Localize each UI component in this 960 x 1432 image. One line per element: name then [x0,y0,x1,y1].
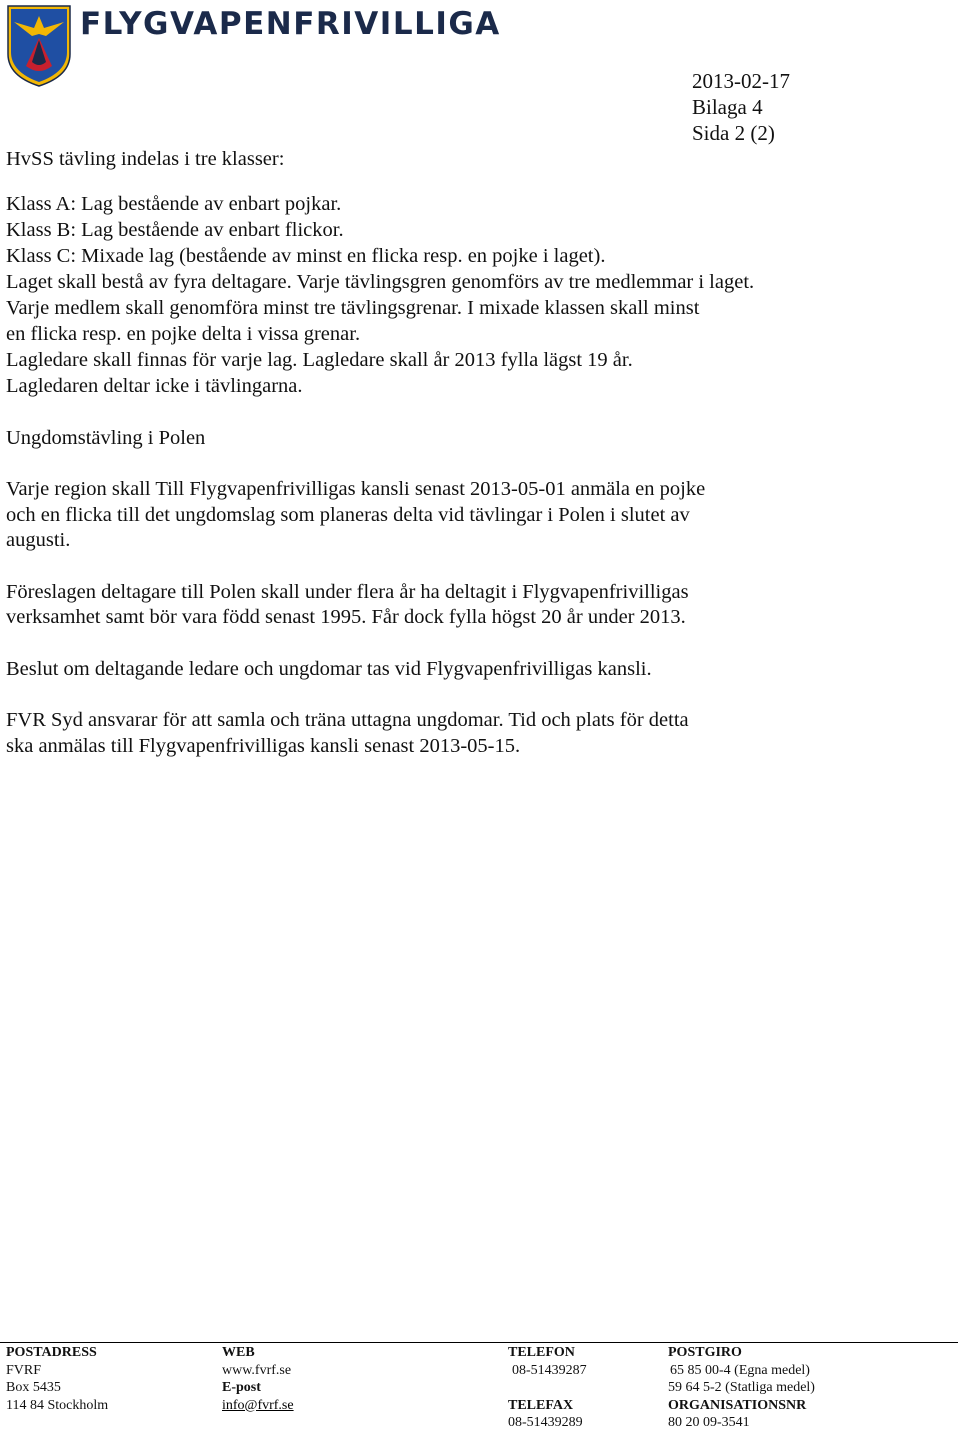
section-heading: Ungdomstävling i Polen [6,427,206,449]
footer-heading: TELEFON [508,1345,575,1360]
footer-value: FVRF [6,1362,42,1378]
footer-web [222,1344,294,1414]
footer-value: 08-51439287 [512,1362,587,1378]
rules-line: Klass C: Mixade lag (bestående av minst en flicka resp. en pojke i laget). [6,245,606,267]
document-body [6,146,886,759]
footer-value: Box 5435 [6,1380,61,1395]
rules-line: Klass A: Lag bestående av enbart pojkar. [6,193,342,215]
rules-line: en flicka resp. en pojke delta i vissa grenar. [6,323,361,345]
rules-line: Lagledare skall finnas för varje lag. Lagledare skall år 2013 fylla lägst 19 år. [6,349,633,371]
footer-heading: POSTADRESS [6,1345,97,1360]
paragraph-line: Beslut om deltagande ledare och ungdomar tas vid Flygvapenfrivilligas kansli. [6,657,652,680]
website-link[interactable]: www.fvrf.se [222,1362,292,1378]
document-meta [692,68,790,146]
paragraph-line: verksamhet samt bör vara född senast 1995. Får dock fylla högst 20 år under 2013. [6,606,686,628]
footer-heading: E-post [222,1380,261,1395]
footer-telefon [508,1344,587,1432]
paragraph-line: Föreslagen deltagare till Polen skall under flera år ha deltagit i Flygvapenfrivilligas [6,580,689,603]
paragraph-line: augusti. [6,529,71,551]
page-number: Sida 2 (2) [692,121,775,145]
rules-line: Varje medlem skall genomföra minst tre tävlingsgrenar. I mixade klassen skall minst [6,297,700,319]
appendix-label: Bilaga 4 [692,95,763,119]
footer-value: 114 84 Stockholm [6,1397,109,1413]
footer-divider [0,1342,958,1343]
org-name: FLYGVAPENFRIVILLIGA [80,6,501,42]
intro-line: HvSS tävling indelas i tre klasser: [6,148,285,170]
paragraph-line: FVR Syd ansvarar för att samla och träna uttagna ungdomar. Tid och plats för detta [6,709,689,731]
footer-value: 65 85 00-4 (Egna medel) [670,1362,810,1378]
footer-heading: ORGANISATIONSNR [668,1397,807,1413]
crest-airplane-icon [6,4,72,88]
footer-value: 80 20 09-3541 [668,1415,750,1430]
paragraph-line: ska anmälas till Flygvapenfrivilligas kansli senast 2013-05-15. [6,734,521,757]
footer-heading: WEB [222,1345,255,1360]
rules-line: Laget skall bestå av fyra deltagare. Varje tävlingsgren genomförs av tre medlemmar i laget. [6,271,755,293]
email-link[interactable]: info@fvrf.se [222,1397,294,1413]
rules-line: Lagledaren deltar icke i tävlingarna. [6,375,303,397]
document-date: 2013-02-17 [692,69,790,93]
paragraph-line: Varje region skall Till Flygvapenfrivilligas kansli senast 2013-05-01 anmäla en pojke [6,478,706,500]
footer-value: 08-51439289 [508,1415,583,1430]
rules-line: Klass B: Lag bestående av enbart flickor. [6,219,344,241]
footer-postgiro [668,1344,815,1432]
footer-heading: TELEFAX [508,1397,574,1413]
footer-heading: POSTGIRO [668,1345,742,1360]
paragraph-line: och en flicka till det ungdomslag som planeras delta vid tävlingar i Polen i slutet av [6,503,690,526]
footer-postadress [6,1344,108,1414]
footer-value: 59 64 5-2 (Statliga medel) [668,1380,815,1395]
